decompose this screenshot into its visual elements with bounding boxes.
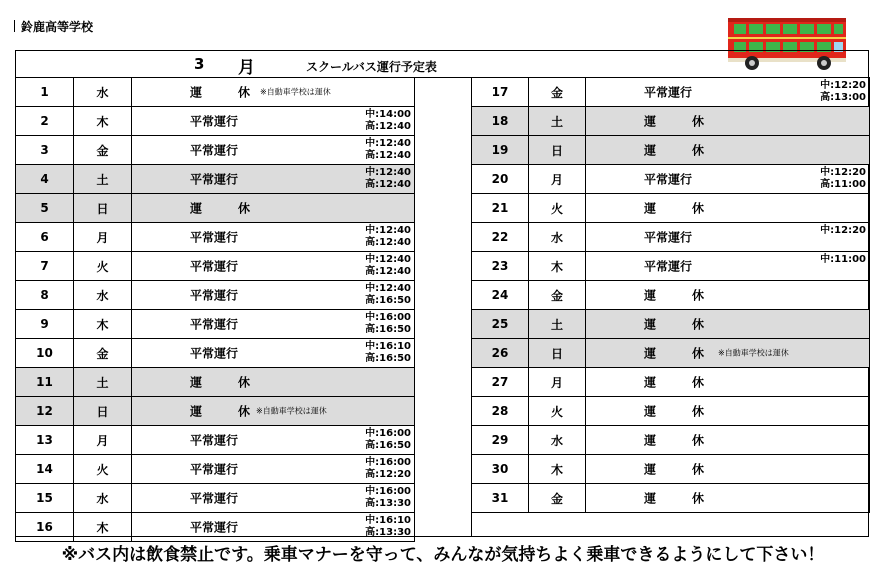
service-status: 運 休 — [644, 143, 717, 158]
day-number: 5 — [16, 194, 74, 223]
service-status: 運 休 — [644, 375, 717, 390]
departure-time: 中:11:00 — [820, 254, 866, 265]
service-info — [132, 223, 415, 252]
departure-times — [365, 312, 411, 336]
day-of-week: 土 — [529, 107, 586, 136]
schedule-row — [16, 165, 415, 194]
service-info — [132, 455, 415, 484]
schedule-table-left — [15, 77, 415, 542]
day-number: 17 — [472, 78, 529, 107]
service-info — [132, 339, 415, 368]
schedule-row — [16, 107, 415, 136]
day-of-week: 木 — [529, 455, 586, 484]
departure-times — [365, 341, 411, 365]
schedule-row — [472, 78, 870, 107]
day-number: 31 — [472, 484, 529, 513]
day-number: 16 — [16, 513, 74, 542]
service-status: 運 休 — [190, 201, 263, 216]
service-status: 運 休 — [190, 85, 263, 100]
service-status: 平常運行 — [644, 172, 693, 187]
schedule-row — [472, 368, 870, 397]
schedule-row — [16, 223, 415, 252]
service-status: 運 休 — [190, 375, 263, 390]
schedule-row — [472, 484, 870, 513]
day-of-week: 水 — [74, 78, 132, 107]
service-info — [132, 426, 415, 455]
schedule-row — [16, 513, 415, 542]
service-status: 運 休 — [644, 433, 717, 448]
service-info — [586, 165, 870, 194]
day-number: 20 — [472, 165, 529, 194]
departure-time: 中:16:10 — [365, 341, 411, 352]
schedule-row — [16, 484, 415, 513]
day-number: 28 — [472, 397, 529, 426]
day-of-week: 月 — [529, 368, 586, 397]
day-number: 14 — [16, 455, 74, 484]
day-of-week: 火 — [74, 455, 132, 484]
schedule-row — [16, 368, 415, 397]
service-status: 平常運行 — [644, 259, 693, 274]
departure-times — [365, 138, 411, 162]
departure-time: 高:12:40 — [365, 179, 411, 190]
service-info — [586, 194, 870, 223]
departure-time: 高:12:40 — [365, 266, 411, 277]
day-of-week: 日 — [74, 397, 132, 426]
service-info — [586, 455, 870, 484]
day-of-week: 金 — [74, 136, 132, 165]
service-status: 運 休 — [644, 346, 717, 361]
day-of-week: 土 — [74, 368, 132, 397]
service-status: 平常運行 — [190, 491, 239, 506]
day-of-week: 金 — [529, 281, 586, 310]
footer-notice: ※バス内は飲食禁止です。乗車マナーを守って、みんなが気持ちよく乗車できるようにして下さい！ — [61, 545, 825, 565]
schedule-row — [16, 194, 415, 223]
service-info — [586, 339, 870, 368]
day-number: 13 — [16, 426, 74, 455]
driving-school-note: ※自動車学校は運休 — [718, 348, 789, 358]
schedule-row — [472, 310, 870, 339]
service-status: 平常運行 — [190, 143, 239, 158]
schedule-row — [16, 397, 415, 426]
departure-time: 高:12:40 — [365, 121, 411, 132]
day-of-week: 水 — [529, 223, 586, 252]
departure-time: 中:16:00 — [365, 457, 411, 468]
service-info — [132, 252, 415, 281]
service-info — [132, 484, 415, 513]
departure-time: 高:16:50 — [365, 440, 411, 451]
day-number: 23 — [472, 252, 529, 281]
day-of-week: 日 — [529, 136, 586, 165]
day-number: 29 — [472, 426, 529, 455]
day-number: 19 — [472, 136, 529, 165]
day-number: 10 — [16, 339, 74, 368]
day-number: 2 — [16, 107, 74, 136]
service-status: 運 休 — [644, 114, 717, 129]
schedule-row — [16, 426, 415, 455]
service-info — [132, 194, 415, 223]
day-of-week: 木 — [74, 107, 132, 136]
day-number: 22 — [472, 223, 529, 252]
departure-times — [365, 283, 411, 307]
service-info — [586, 368, 870, 397]
departure-time: 中:16:00 — [365, 486, 411, 497]
service-status: 平常運行 — [190, 230, 239, 245]
schedule-row — [16, 339, 415, 368]
day-of-week: 土 — [529, 310, 586, 339]
day-of-week: 金 — [529, 484, 586, 513]
day-number: 18 — [472, 107, 529, 136]
schedule-row — [472, 107, 870, 136]
day-of-week: 水 — [529, 426, 586, 455]
departure-times — [365, 486, 411, 510]
service-status: 平常運行 — [644, 230, 693, 245]
departure-time: 高:12:40 — [365, 237, 411, 248]
day-of-week: 木 — [529, 252, 586, 281]
departure-times — [365, 428, 411, 452]
day-of-week: 金 — [74, 339, 132, 368]
schedule-row — [16, 136, 415, 165]
schedule-row — [16, 252, 415, 281]
day-of-week: 月 — [74, 426, 132, 455]
service-status: 平常運行 — [644, 85, 693, 100]
departure-time: 中:12:40 — [365, 254, 411, 265]
schedule-table-right — [471, 77, 870, 513]
service-status: 平常運行 — [190, 462, 239, 477]
service-status: 平常運行 — [190, 259, 239, 274]
schedule-row — [16, 310, 415, 339]
departure-times — [820, 80, 866, 104]
schedule-row — [472, 252, 870, 281]
schedule-row — [472, 194, 870, 223]
day-of-week: 水 — [74, 484, 132, 513]
departure-time: 中:12:20 — [820, 80, 866, 91]
day-of-week: 金 — [529, 78, 586, 107]
day-of-week: 火 — [74, 252, 132, 281]
day-of-week: 土 — [74, 165, 132, 194]
schedule-row — [472, 165, 870, 194]
service-status: 運 休 — [644, 462, 717, 477]
service-info — [586, 484, 870, 513]
service-status: 平常運行 — [190, 288, 239, 303]
month-number: 3 — [194, 55, 205, 73]
service-status: 運 休 — [644, 288, 717, 303]
departure-time: 中:12:20 — [820, 225, 866, 236]
service-info — [586, 310, 870, 339]
schedule-row — [472, 136, 870, 165]
service-status: 運 休 — [190, 404, 263, 419]
schedule-row — [472, 339, 870, 368]
day-of-week: 日 — [74, 194, 132, 223]
departure-times — [820, 225, 866, 237]
schedule-subtitle: スクールバス運行予定表 — [306, 60, 437, 74]
service-info — [132, 513, 415, 542]
schedule-row — [16, 281, 415, 310]
departure-time: 高:16:50 — [365, 324, 411, 335]
service-status: 平常運行 — [190, 114, 239, 129]
service-status: 平常運行 — [190, 172, 239, 187]
service-status: 運 休 — [644, 491, 717, 506]
service-status: 運 休 — [644, 317, 717, 332]
day-number: 11 — [16, 368, 74, 397]
departure-times — [365, 167, 411, 191]
schedule-row — [472, 223, 870, 252]
departure-times — [820, 167, 866, 191]
service-info — [586, 78, 870, 107]
day-of-week: 日 — [529, 339, 586, 368]
day-number: 6 — [16, 223, 74, 252]
day-number: 27 — [472, 368, 529, 397]
departure-time: 中:16:00 — [365, 312, 411, 323]
service-info — [132, 107, 415, 136]
departure-time: 中:12:40 — [365, 138, 411, 149]
departure-time: 中:12:40 — [365, 167, 411, 178]
day-number: 7 — [16, 252, 74, 281]
schedule-row — [472, 281, 870, 310]
departure-time: 高:12:20 — [365, 469, 411, 480]
departure-times — [365, 457, 411, 481]
service-info — [132, 165, 415, 194]
departure-times — [365, 515, 411, 539]
school-header — [14, 18, 93, 35]
day-number: 15 — [16, 484, 74, 513]
driving-school-note: ※自動車学校は運休 — [256, 406, 327, 416]
day-of-week: 火 — [529, 397, 586, 426]
schedule-row — [472, 455, 870, 484]
service-info — [586, 136, 870, 165]
schedule-row — [16, 455, 415, 484]
service-info — [132, 78, 415, 107]
service-status: 平常運行 — [190, 433, 239, 448]
departure-time: 高:16:50 — [365, 295, 411, 306]
day-number: 8 — [16, 281, 74, 310]
day-of-week: 月 — [529, 165, 586, 194]
departure-time: 中:16:10 — [365, 515, 411, 526]
day-number: 4 — [16, 165, 74, 194]
service-info — [586, 252, 870, 281]
day-number: 25 — [472, 310, 529, 339]
day-number: 1 — [16, 78, 74, 107]
day-number: 12 — [16, 397, 74, 426]
day-of-week: 木 — [74, 513, 132, 542]
departure-time: 中:12:40 — [365, 225, 411, 236]
departure-time: 高:12:40 — [365, 150, 411, 161]
departure-time: 中:12:40 — [365, 283, 411, 294]
departure-time: 中:14:00 — [365, 109, 411, 120]
service-info — [132, 136, 415, 165]
day-number: 3 — [16, 136, 74, 165]
service-info — [132, 281, 415, 310]
departure-times — [365, 109, 411, 133]
day-number: 21 — [472, 194, 529, 223]
departure-times — [365, 225, 411, 249]
departure-time: 中:16:00 — [365, 428, 411, 439]
service-info — [586, 107, 870, 136]
day-of-week: 水 — [74, 281, 132, 310]
day-of-week: 月 — [74, 223, 132, 252]
driving-school-note: ※自動車学校は運休 — [260, 87, 331, 97]
service-status: 平常運行 — [190, 520, 239, 535]
service-status: 平常運行 — [190, 346, 239, 361]
service-info — [132, 368, 415, 397]
departure-time: 高:13:30 — [365, 498, 411, 509]
service-info — [132, 310, 415, 339]
departure-time: 高:13:30 — [365, 527, 411, 538]
service-info — [586, 223, 870, 252]
departure-times — [365, 254, 411, 278]
service-info — [586, 426, 870, 455]
day-number: 24 — [472, 281, 529, 310]
day-number: 9 — [16, 310, 74, 339]
service-status: 運 休 — [644, 404, 717, 419]
service-info — [586, 281, 870, 310]
title-row — [16, 51, 870, 78]
service-status: 運 休 — [644, 201, 717, 216]
month-label: 月 — [238, 58, 255, 78]
schedule-row — [472, 397, 870, 426]
departure-time: 高:16:50 — [365, 353, 411, 364]
departure-time: 中:12:20 — [820, 167, 866, 178]
day-number: 26 — [472, 339, 529, 368]
service-info — [586, 397, 870, 426]
school-name: 鈴鹿高等学校 — [21, 20, 94, 34]
departure-time: 高:13:00 — [820, 92, 866, 103]
day-number: 30 — [472, 455, 529, 484]
service-info — [132, 397, 415, 426]
day-of-week: 木 — [74, 310, 132, 339]
schedule-frame — [15, 50, 869, 537]
day-of-week: 火 — [529, 194, 586, 223]
departure-times — [820, 254, 866, 266]
schedule-row — [16, 78, 415, 107]
service-status: 平常運行 — [190, 317, 239, 332]
schedule-row — [472, 426, 870, 455]
departure-time: 高:11:00 — [820, 179, 866, 190]
